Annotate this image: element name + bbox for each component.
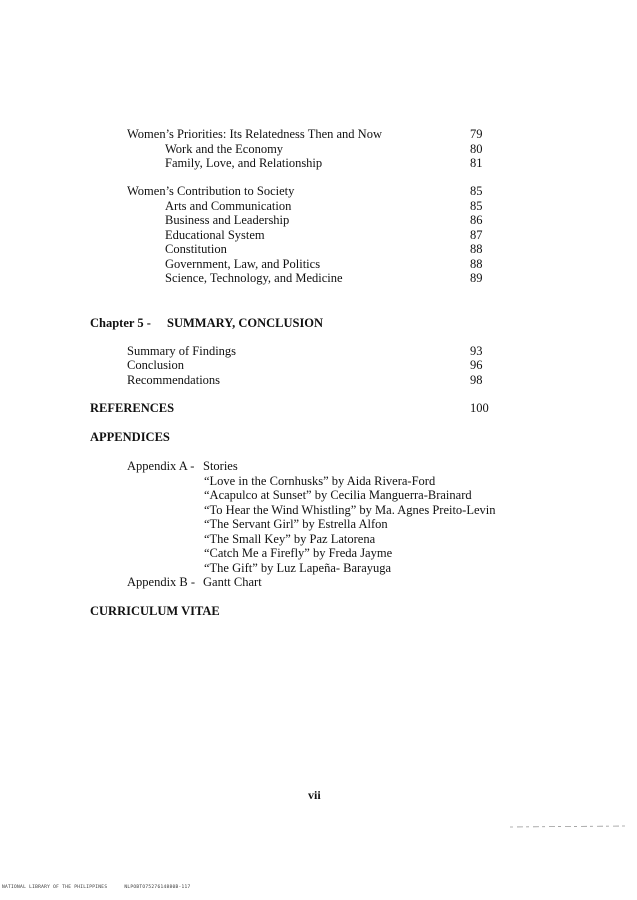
toc-section-priorities: Women’s Priorities: Its Relatedness Then and Now xyxy=(127,127,382,141)
appendix-story: “The Small Key” by Paz Latorena xyxy=(204,532,376,546)
toc-page-number: 96 xyxy=(470,358,483,372)
toc-item-arts: Arts and Communication xyxy=(165,199,292,213)
toc-item-government: Government, Law, and Politics xyxy=(165,257,321,271)
toc-item-recommendations: Recommendations xyxy=(127,373,221,387)
appendix-b-title: Gantt Chart xyxy=(203,575,262,589)
toc-item-education: Educational System xyxy=(165,228,265,242)
toc-page-number: 86 xyxy=(470,213,483,227)
appendix-story: “Love in the Cornhusks” by Aida Rivera-Ford xyxy=(204,474,436,488)
chapter-title: SUMMARY, CONCLUSION xyxy=(167,316,324,330)
appendix-story: “Catch Me a Firefly” by Freda Jayme xyxy=(204,546,393,560)
appendix-story: “The Gift” by Luz Lapeña- Barayuga xyxy=(204,561,392,575)
appendix-story: “The Servant Girl” by Estrella Alfon xyxy=(204,517,388,531)
footer-library: NATIONAL LIBRARY OF THE PHILIPPINES xyxy=(2,885,108,890)
toc-page-number: 100 xyxy=(470,401,489,415)
page-number: vii xyxy=(308,788,321,802)
toc-page-number: 81 xyxy=(470,156,483,170)
appendix-story: “Acapulco at Sunset” by Cecilia Manguerra-Brainard xyxy=(204,488,472,502)
appendix-a-title: Stories xyxy=(203,459,238,473)
appendix-b-label: Appendix B - xyxy=(127,575,196,589)
scan-artifact-line xyxy=(510,823,625,829)
toc-page-number: 87 xyxy=(470,228,483,242)
toc-item-family-love: Family, Love, and Relationship xyxy=(165,156,323,170)
toc-page-number: 98 xyxy=(470,373,483,387)
toc-page-number: 89 xyxy=(470,271,483,285)
toc-page-number: 88 xyxy=(470,242,483,256)
toc-page-number: 85 xyxy=(470,184,483,198)
archive-footer xyxy=(2,885,205,890)
toc-curriculum-vitae: CURRICULUM VITAE xyxy=(90,604,220,618)
toc-references: REFERENCES xyxy=(90,401,175,415)
toc-page-number: 85 xyxy=(470,199,483,213)
toc-page-number: 79 xyxy=(470,127,483,141)
toc-item-science: Science, Technology, and Medicine xyxy=(165,271,343,285)
toc-page-number: 93 xyxy=(470,344,483,358)
toc-item-business: Business and Leadership xyxy=(165,213,290,227)
toc-item-conclusion: Conclusion xyxy=(127,358,184,372)
toc-item-work-economy: Work and the Economy xyxy=(165,142,284,156)
toc-page-number: 80 xyxy=(470,142,483,156)
toc-appendices: APPENDICES xyxy=(90,430,170,444)
toc-page-number: 88 xyxy=(470,257,483,271)
footer-code: NLPOBTO7527614880B-117 xyxy=(124,885,191,890)
appendix-a-label: Appendix A - xyxy=(127,459,195,473)
toc-item-constitution: Constitution xyxy=(165,242,227,256)
toc-item-summary: Summary of Findings xyxy=(127,344,237,358)
chapter-number: Chapter 5 - xyxy=(90,316,151,330)
appendix-story: “To Hear the Wind Whistling” by Ma. Agnes Preito-Levin xyxy=(204,503,496,517)
toc-section-contribution: Women’s Contribution to Society xyxy=(127,184,295,198)
